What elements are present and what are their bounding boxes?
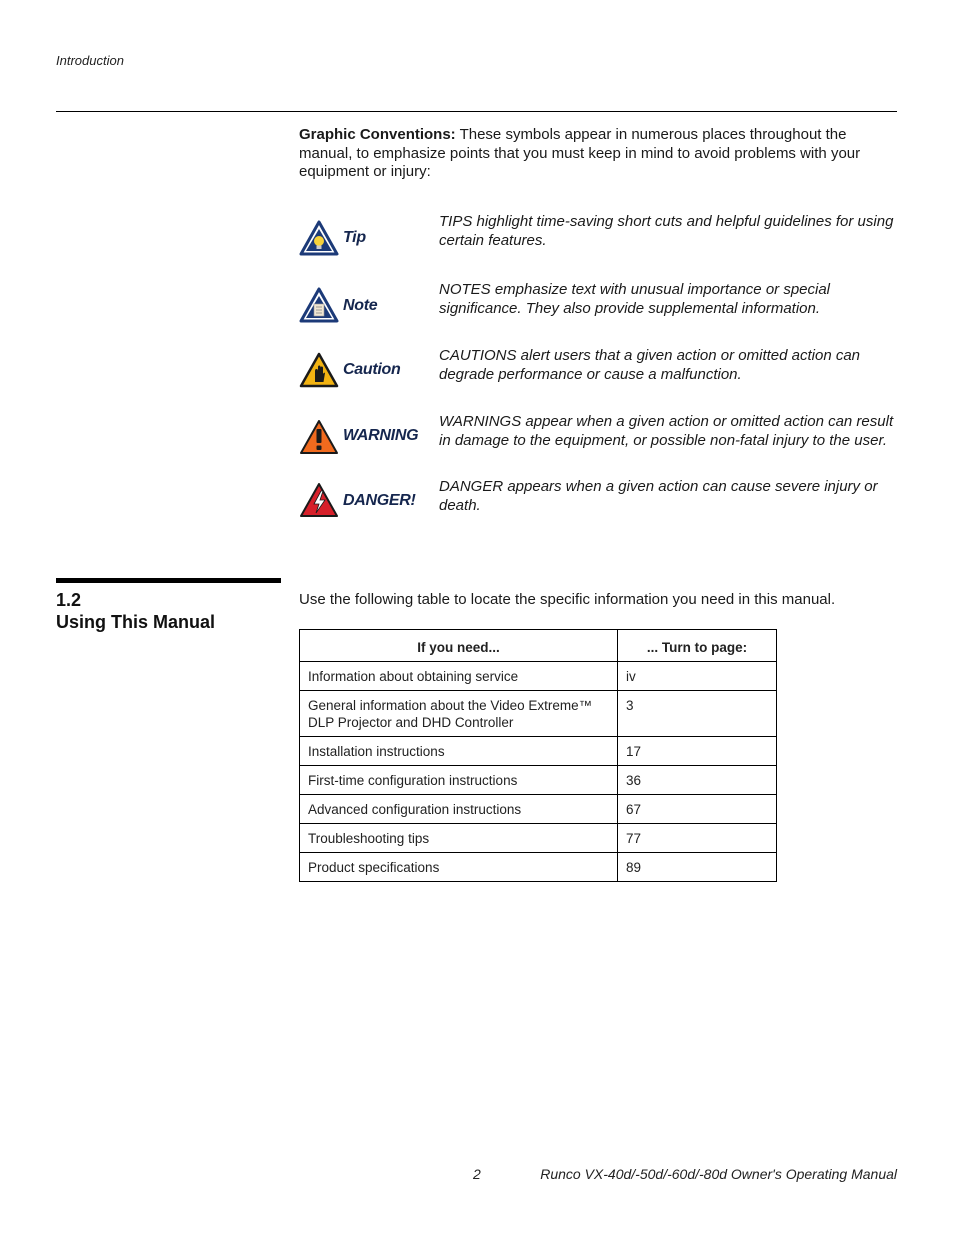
- table-cell-page: 67: [618, 795, 777, 824]
- note-icon: [299, 287, 339, 323]
- intro-bold-lead: Graphic Conventions:: [299, 126, 456, 143]
- table-cell-page: 36: [618, 766, 777, 795]
- table-row: [300, 795, 777, 824]
- table-cell-need: Troubleshooting tips: [300, 824, 618, 853]
- section-rule: [56, 578, 281, 583]
- graphic-conventions-intro: [299, 126, 889, 182]
- manual-guide-table: [299, 629, 777, 882]
- warning-description: WARNINGS appear when a given action or omitted action can result in damage to the equipment, or possible non-fatal injury to the user.: [439, 413, 894, 449]
- caution-label: Caution: [343, 361, 401, 378]
- table-cell-page: 3: [618, 691, 777, 737]
- hand-icon: [299, 352, 339, 388]
- warning-label: WARNING: [343, 427, 419, 444]
- table-header-need: If you need...: [300, 630, 618, 662]
- table-cell-page: 89: [618, 853, 777, 882]
- section-intro: Use the following table to locate the specific information you need in this manual.: [299, 591, 836, 608]
- table-cell-need: Information about obtaining service: [300, 662, 618, 691]
- table-cell-need: Advanced configuration instructions: [300, 795, 618, 824]
- note-label: Note: [343, 297, 378, 314]
- running-footer-title: Runco VX-40d/-50d/-60d/-80d Owner's Operating Manual: [540, 1166, 897, 1182]
- table-cell-need: Product specifications: [300, 853, 618, 882]
- intro-text: These symbols appear in numerous places throughout the manual, to emphasize points that you must keep in mind to avoid problems with your equipment or injury:: [299, 126, 861, 180]
- tip-label: Tip: [343, 229, 366, 246]
- table-row: [300, 766, 777, 795]
- note-description: NOTES emphasize text with unusual importance or special significance. They also provide supplemental information.: [439, 281, 831, 317]
- table-cell-need: General information about the Video Extreme™ DLP Projector and DHD Controller: [300, 691, 618, 737]
- danger-description: DANGER appears when a given action can cause severe injury or death.: [439, 478, 878, 514]
- table-header-row: [300, 630, 777, 662]
- table-cell-need: First-time configuration instructions: [300, 766, 618, 795]
- table-row: [300, 737, 777, 766]
- table-header-page: ... Turn to page:: [618, 630, 777, 662]
- page-number: 2: [473, 1166, 481, 1182]
- table-cell-page: 77: [618, 824, 777, 853]
- exclamation-icon: [299, 419, 339, 455]
- lightbulb-icon: [299, 220, 339, 256]
- table-row: [300, 691, 777, 737]
- table-row: [300, 853, 777, 882]
- danger-label: DANGER!: [343, 492, 416, 509]
- lightning-icon: [299, 482, 339, 518]
- table-row: [300, 824, 777, 853]
- table-cell-page: iv: [618, 662, 777, 691]
- section-title: Using This Manual: [56, 612, 216, 632]
- tip-description: TIPS highlight time-saving short cuts and helpful guidelines for using certain features.: [439, 213, 894, 249]
- table-cell-page: 17: [618, 737, 777, 766]
- table-row: [300, 662, 777, 691]
- header-rule: [56, 111, 897, 112]
- table-cell-need: Installation instructions: [300, 737, 618, 766]
- section-number: 1.2: [56, 590, 82, 610]
- running-header: Introduction: [56, 53, 124, 68]
- caution-description: CAUTIONS alert users that a given action or omitted action can degrade performance or cause a malfunction.: [439, 347, 861, 383]
